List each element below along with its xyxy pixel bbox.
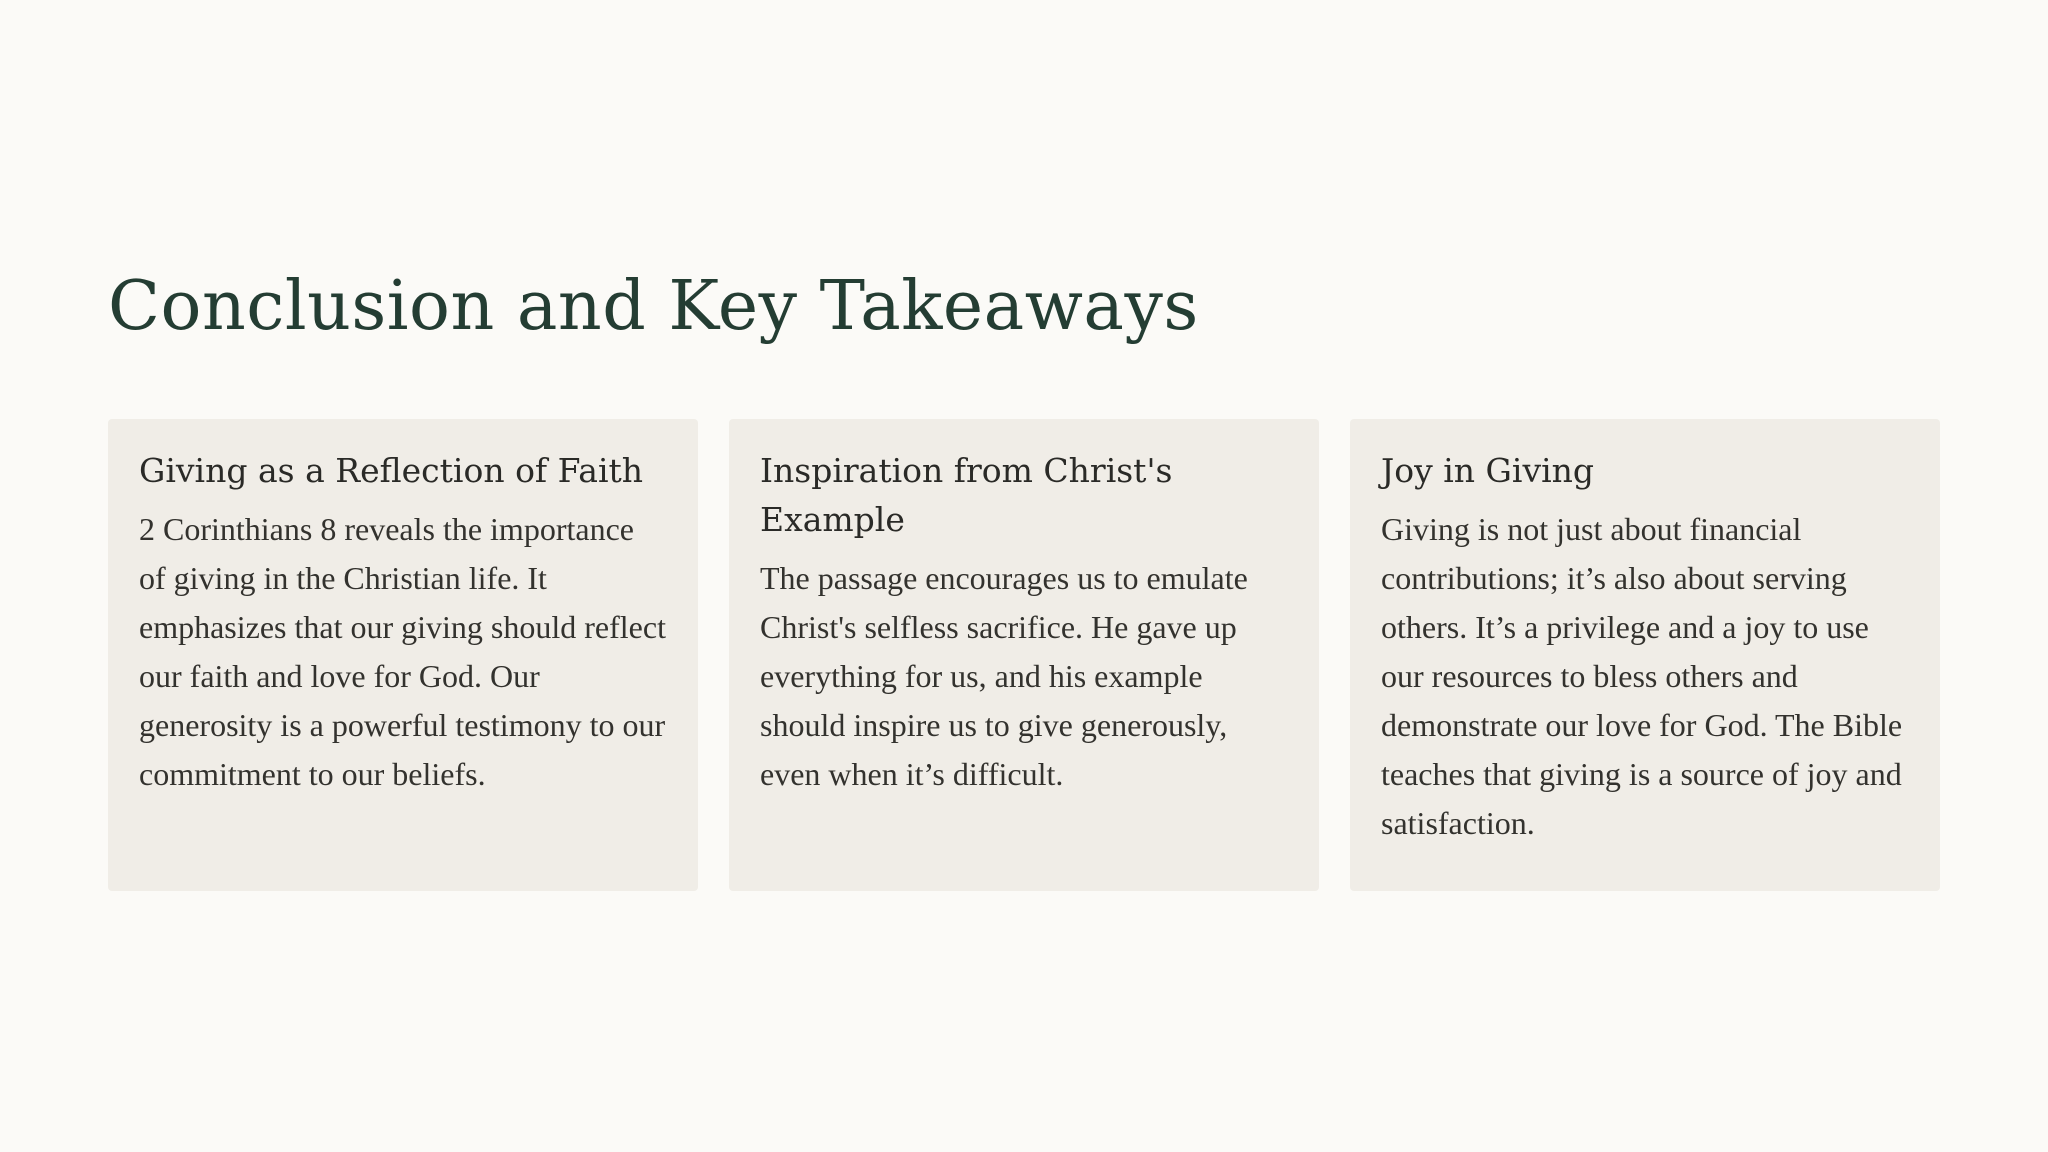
card-heading: Giving as a Reflection of Faith [139,451,644,490]
card-body: The passage encourages us to emulate Christ's selfless sacrifice. He gave up everything for us, and his example should inspire us to give generously, even when it’s difficult. [760,560,1248,792]
card-joy-in-giving [1350,419,1940,891]
card-heading: Joy in Giving [1381,451,1595,490]
takeaway-cards [108,419,1940,891]
card-christ-example [729,419,1319,891]
card-body: Giving is not just about financial contributions; it’s also about serving others. It’s a privilege and a joy to use our resources to bless others and demonstrate our love for God. The Bible teaches that giving is a source of joy and satisfaction. [1381,511,1903,841]
card-heading: Inspiration from Christ's Example [760,451,1173,539]
card-body: 2 Corinthians 8 reveals the importance of giving in the Christian life. It emphasizes that our giving should reflect our faith and love for God. Our generosity is a powerful testimony to our commitment to our beliefs. [139,511,666,792]
card-giving-faith [108,419,698,891]
slide-title: Conclusion and Key Takeaways [108,267,1199,346]
